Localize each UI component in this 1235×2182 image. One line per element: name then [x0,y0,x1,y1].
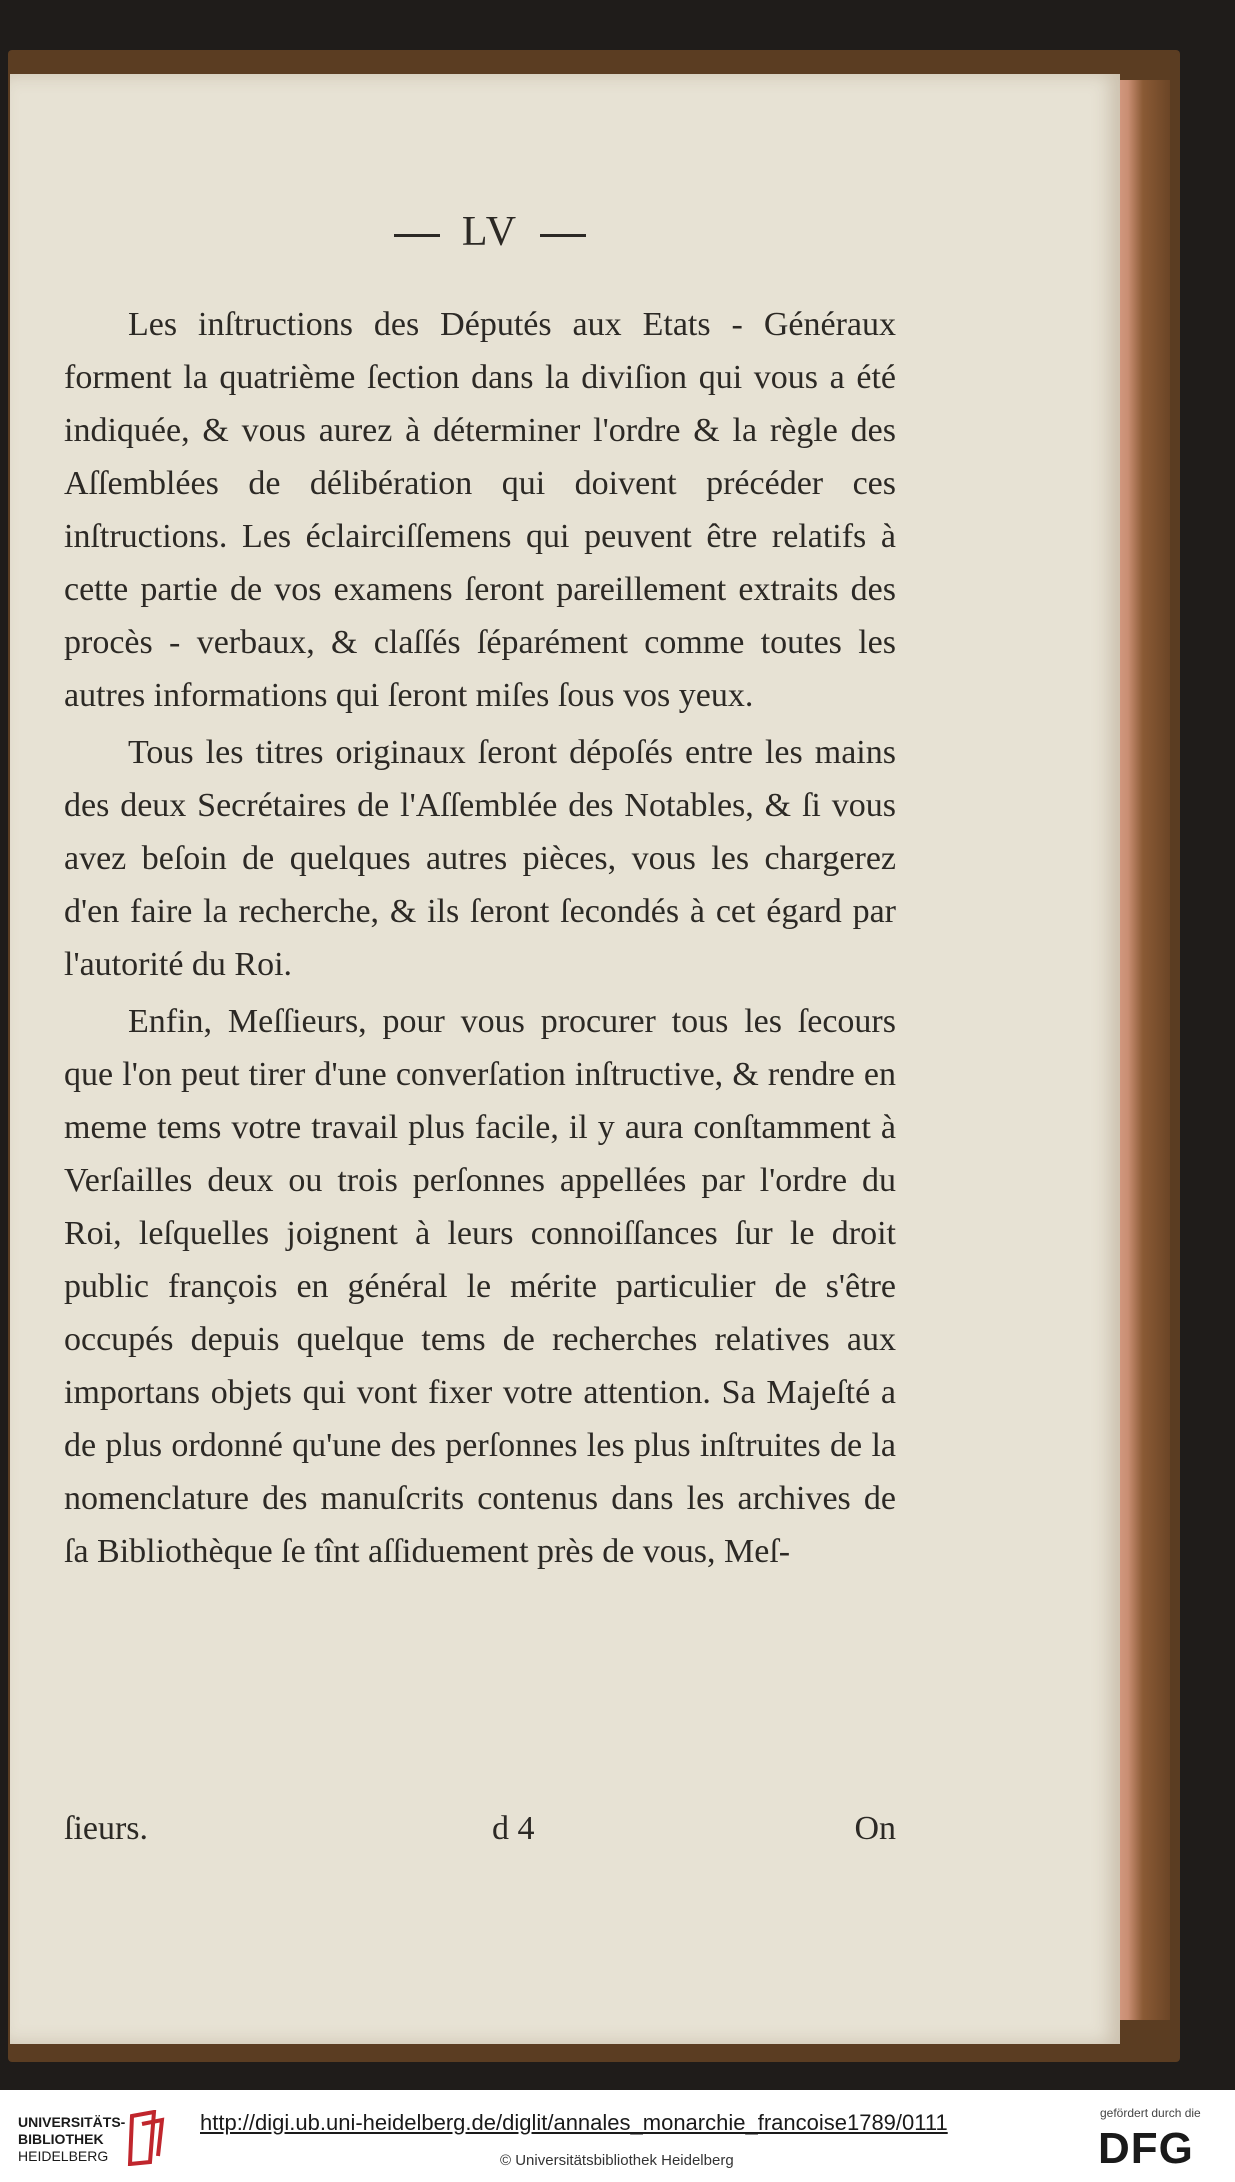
paragraph-3: Enfin, Meſſieurs, pour vous procurer tous les ſecours que l'on peut tirer d'une converſation inſtructive, & rendre en meme tems votre travail plus facile, il y aura conſtamment à Verſailles deux ou trois perſonnes appellées par l'ordre du Roi, leſquelles joignent à leurs connoiſſances ſur le droit public françois en général le mérite particulier de s'être occupés depuis quelque tems de recherches relatives aux importans objets qui vont fixer votre attention. Sa Majeſté a de plus ordonné qu'une des perſonnes les plus inſtruites de la nomenclature des manuſcrits contenus dans les archives de ſa Bibliothèque ſe tînt aſſiduement près de vous, Meſ- [64,1003,896,1570]
institution-line-1: UNIVERSITÄTS- [18,2114,126,2130]
signature-line [64,1810,896,1863]
library-logo-text [18,2114,125,2165]
page-header [360,208,620,256]
paragraph-1: Les inſtructions des Députés aux Etats - Généraux forment la quatrième ſection dans la diviſion qui vous a été indiquée, & vous aurez à déterminer l'ordre & la règle des Aſſemblées de délibération qui doivent précéder ces inſtructions. Les éclairciſſemens qui peuvent être relatifs à cette partie de vos examens ſeront pareillement extraits des procès - verbaux, & claſſés ſéparément comme toutes les autres informations qui ſeront miſes ſous vos yeux. [64,306,896,714]
paragraph-2: Tous les titres originaux ſeront dépoſés entre les mains des deux Secrétaires de l'Aſſemblée des Notables, & ſi vous avez beſoin de quelques autres pièces, vous les chargerez d'en faire la recherche, & ils ſeront ſecondés à cet égard par l'autorité du Roi. [64,734,896,983]
body-text [64,298,896,1578]
institution-line-2: BIBLIOTHEK [18,2131,104,2147]
funder-label: gefördert durch die [1100,2106,1201,2120]
catchword: On [854,1810,896,1847]
page-number: LV [461,209,519,255]
permalink-url[interactable]: http://digi.ub.uni-heidelberg.de/diglit/annales_monarchie_francoise1789/0111 [200,2110,948,2135]
header-rule-left [394,234,440,237]
copyright-notice: © Universitätsbibliothek Heidelberg [500,2152,734,2169]
dfg-logo: DFG [1098,2124,1194,2173]
institution-line-3: HEIDELBERG [18,2148,109,2164]
last-line-start: ſieurs. [64,1810,149,1847]
header-rule-right [540,234,586,237]
signature-mark: d 4 [492,1810,535,1847]
library-logo-icon [124,2110,170,2166]
viewer-footer [0,2090,1235,2182]
